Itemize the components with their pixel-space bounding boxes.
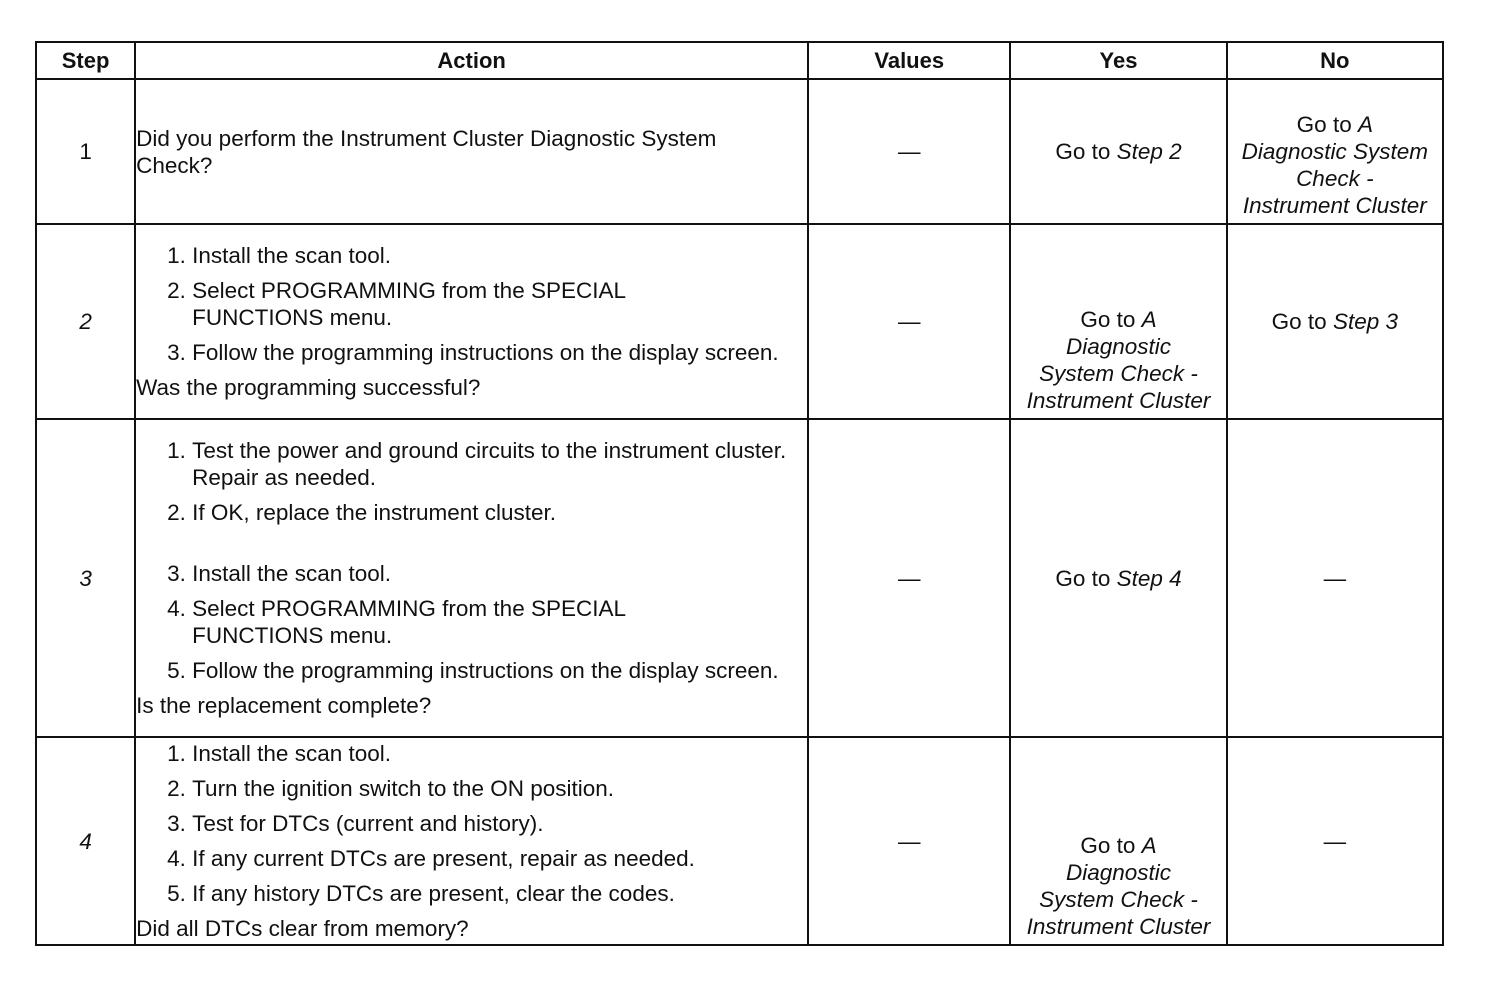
values-cell: — <box>808 737 1010 945</box>
goto-target: A Diagnostic System Check - Instrument Cluster <box>1026 833 1211 939</box>
step-list <box>136 437 807 526</box>
yes-cell <box>1010 224 1226 419</box>
list-item: 2. Select PROGRAMMING from the SPECIAL FUNCTIONS menu. <box>192 277 672 331</box>
header-step: Step <box>36 42 135 79</box>
list-item: 3. Install the scan tool. <box>192 560 807 587</box>
list-item: 3. Follow the programming instructions on the display screen. <box>192 339 807 366</box>
header-no: No <box>1227 42 1443 79</box>
list-item: 5. If any history DTCs are present, clear the codes. <box>192 880 807 907</box>
list-item: 2. If OK, replace the instrument cluster. <box>192 499 807 526</box>
list-item: 4. Select PROGRAMMING from the SPECIAL FUNCTIONS menu. <box>192 595 672 649</box>
yes-cell <box>1010 419 1226 737</box>
header-row <box>36 42 1443 79</box>
step-number: 1 <box>36 79 135 224</box>
list-item: 5. Follow the programming instructions on the display screen. <box>192 657 807 684</box>
yes-cell <box>1010 737 1226 945</box>
list-item: 1. Test the power and ground circuits to the instrument cluster. Repair as needed. <box>192 437 807 491</box>
table-row <box>36 737 1443 945</box>
yes-cell <box>1010 79 1226 224</box>
header-action: Action <box>135 42 808 79</box>
goto-prefix: Go to <box>1296 112 1358 137</box>
header-yes: Yes <box>1010 42 1226 79</box>
list-item: 1. Install the scan tool. <box>192 740 807 767</box>
step-question: Is the replacement complete? <box>136 693 432 718</box>
table-row <box>36 224 1443 419</box>
header-values: Values <box>808 42 1010 79</box>
no-cell: — <box>1227 419 1443 737</box>
no-cell: — <box>1227 737 1443 945</box>
list-item: 1. Install the scan tool. <box>192 242 807 269</box>
values-cell: — <box>808 419 1010 737</box>
step-question: Did you perform the Instrument Cluster Diagnostic System Check? <box>136 125 717 178</box>
goto-target: A Diagnostic System Check - Instrument Cluster <box>1026 307 1211 413</box>
table-row <box>36 79 1443 224</box>
step-question: Was the programming successful? <box>136 375 481 400</box>
step-list <box>136 740 807 907</box>
goto-target: Step 3 <box>1332 309 1399 334</box>
goto-prefix: Go to <box>1055 565 1117 591</box>
goto-prefix: Go to <box>1080 307 1142 332</box>
step-number: 3 <box>36 419 135 737</box>
action-cell <box>135 419 808 737</box>
no-cell <box>1227 79 1443 224</box>
goto-target: Step 4 <box>1116 565 1182 591</box>
goto-prefix: Go to <box>1271 309 1333 334</box>
goto-target: Step 2 <box>1116 139 1182 164</box>
table-row <box>36 419 1443 737</box>
list-item: 2. Turn the ignition switch to the ON position. <box>192 775 807 802</box>
step-number: 2 <box>36 224 135 419</box>
step-number: 4 <box>36 737 135 945</box>
action-cell <box>135 224 808 419</box>
step-question: Did all DTCs clear from memory? <box>136 916 469 941</box>
goto-target: A Diagnostic System Check - Instrument Cluster <box>1241 112 1428 218</box>
no-cell <box>1227 224 1443 419</box>
action-cell <box>135 737 808 945</box>
diagnostic-table <box>35 41 1444 946</box>
step-list <box>136 242 807 366</box>
list-item: 3. Test for DTCs (current and history). <box>192 810 807 837</box>
values-cell: — <box>808 79 1010 224</box>
step-list <box>136 560 807 684</box>
values-cell: — <box>808 224 1010 419</box>
goto-prefix: Go to <box>1055 139 1117 164</box>
list-item: 4. If any current DTCs are present, repair as needed. <box>192 845 807 872</box>
action-cell <box>135 79 808 224</box>
goto-prefix: Go to <box>1080 833 1142 858</box>
